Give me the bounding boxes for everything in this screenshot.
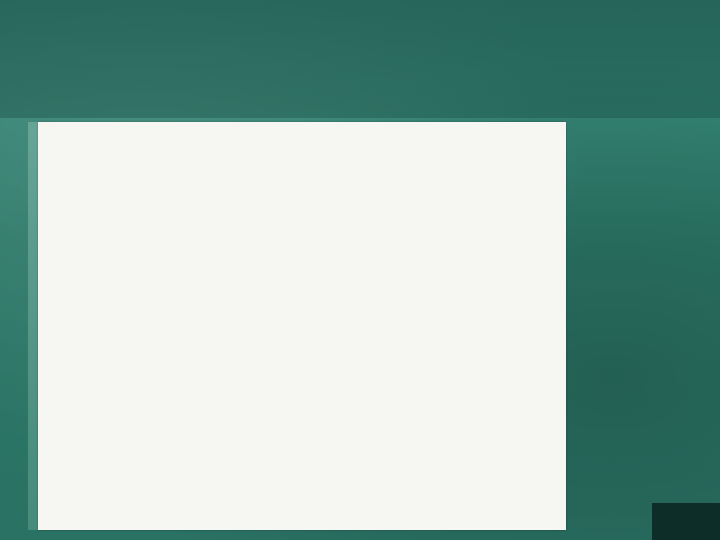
page-number xyxy=(652,503,720,540)
left-accent-strip xyxy=(28,122,38,530)
title-bar xyxy=(0,0,720,118)
coverage-table-image xyxy=(38,122,566,530)
